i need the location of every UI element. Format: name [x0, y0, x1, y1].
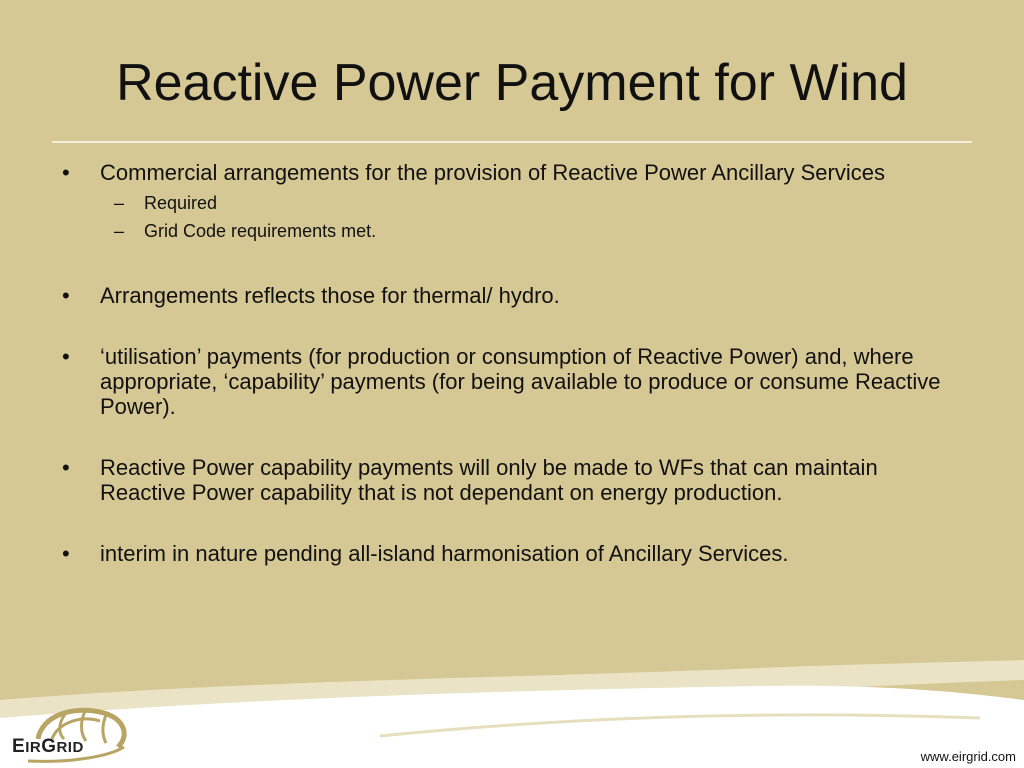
bullet-item	[62, 541, 942, 566]
bullet-item	[62, 344, 942, 419]
bullet-marker: •	[62, 283, 70, 308]
footer-waves	[0, 640, 1024, 768]
footer-url: www.eirgrid.com	[920, 749, 1016, 764]
bullet-text: ‘utilisation’ payments (for production or consumption of Reactive Power) and, where appropriate, ‘capability’ payments (for being available to produce or consume Reactive Power).	[100, 344, 941, 419]
title-divider	[52, 141, 972, 143]
sub-bullet-marker: –	[114, 221, 125, 241]
bullet-list	[62, 160, 942, 566]
sub-bullet-marker: –	[114, 193, 125, 213]
bullet-item	[62, 160, 942, 185]
bullet-text: Commercial arrangements for the provision of Reactive Power Ancillary Services	[100, 160, 885, 185]
bullet-text: Arrangements reflects those for thermal/ hydro.	[100, 283, 560, 308]
bullet-marker: •	[62, 541, 70, 566]
bullet-item	[62, 283, 942, 308]
bullet-marker: •	[62, 455, 70, 480]
eirgrid-logo-wordmark: EIRGRID	[12, 736, 84, 757]
bullet-marker: •	[62, 160, 70, 185]
bullet-item	[62, 455, 942, 505]
sub-bullet-text: Grid Code requirements met.	[144, 221, 377, 241]
bullet-marker: •	[62, 344, 70, 369]
bullet-text: interim in nature pending all-island harmonisation of Ancillary Services.	[100, 541, 789, 566]
slide-title: Reactive Power Payment for Wind	[116, 54, 908, 112]
bullet-text: Reactive Power capability payments will only be made to WFs that can maintain Reactive Power capability that is not dependant on energy production.	[100, 455, 878, 505]
sub-bullet-item	[62, 189, 942, 217]
sub-bullet-item	[62, 217, 942, 245]
sub-bullet-text: Required	[144, 193, 218, 213]
